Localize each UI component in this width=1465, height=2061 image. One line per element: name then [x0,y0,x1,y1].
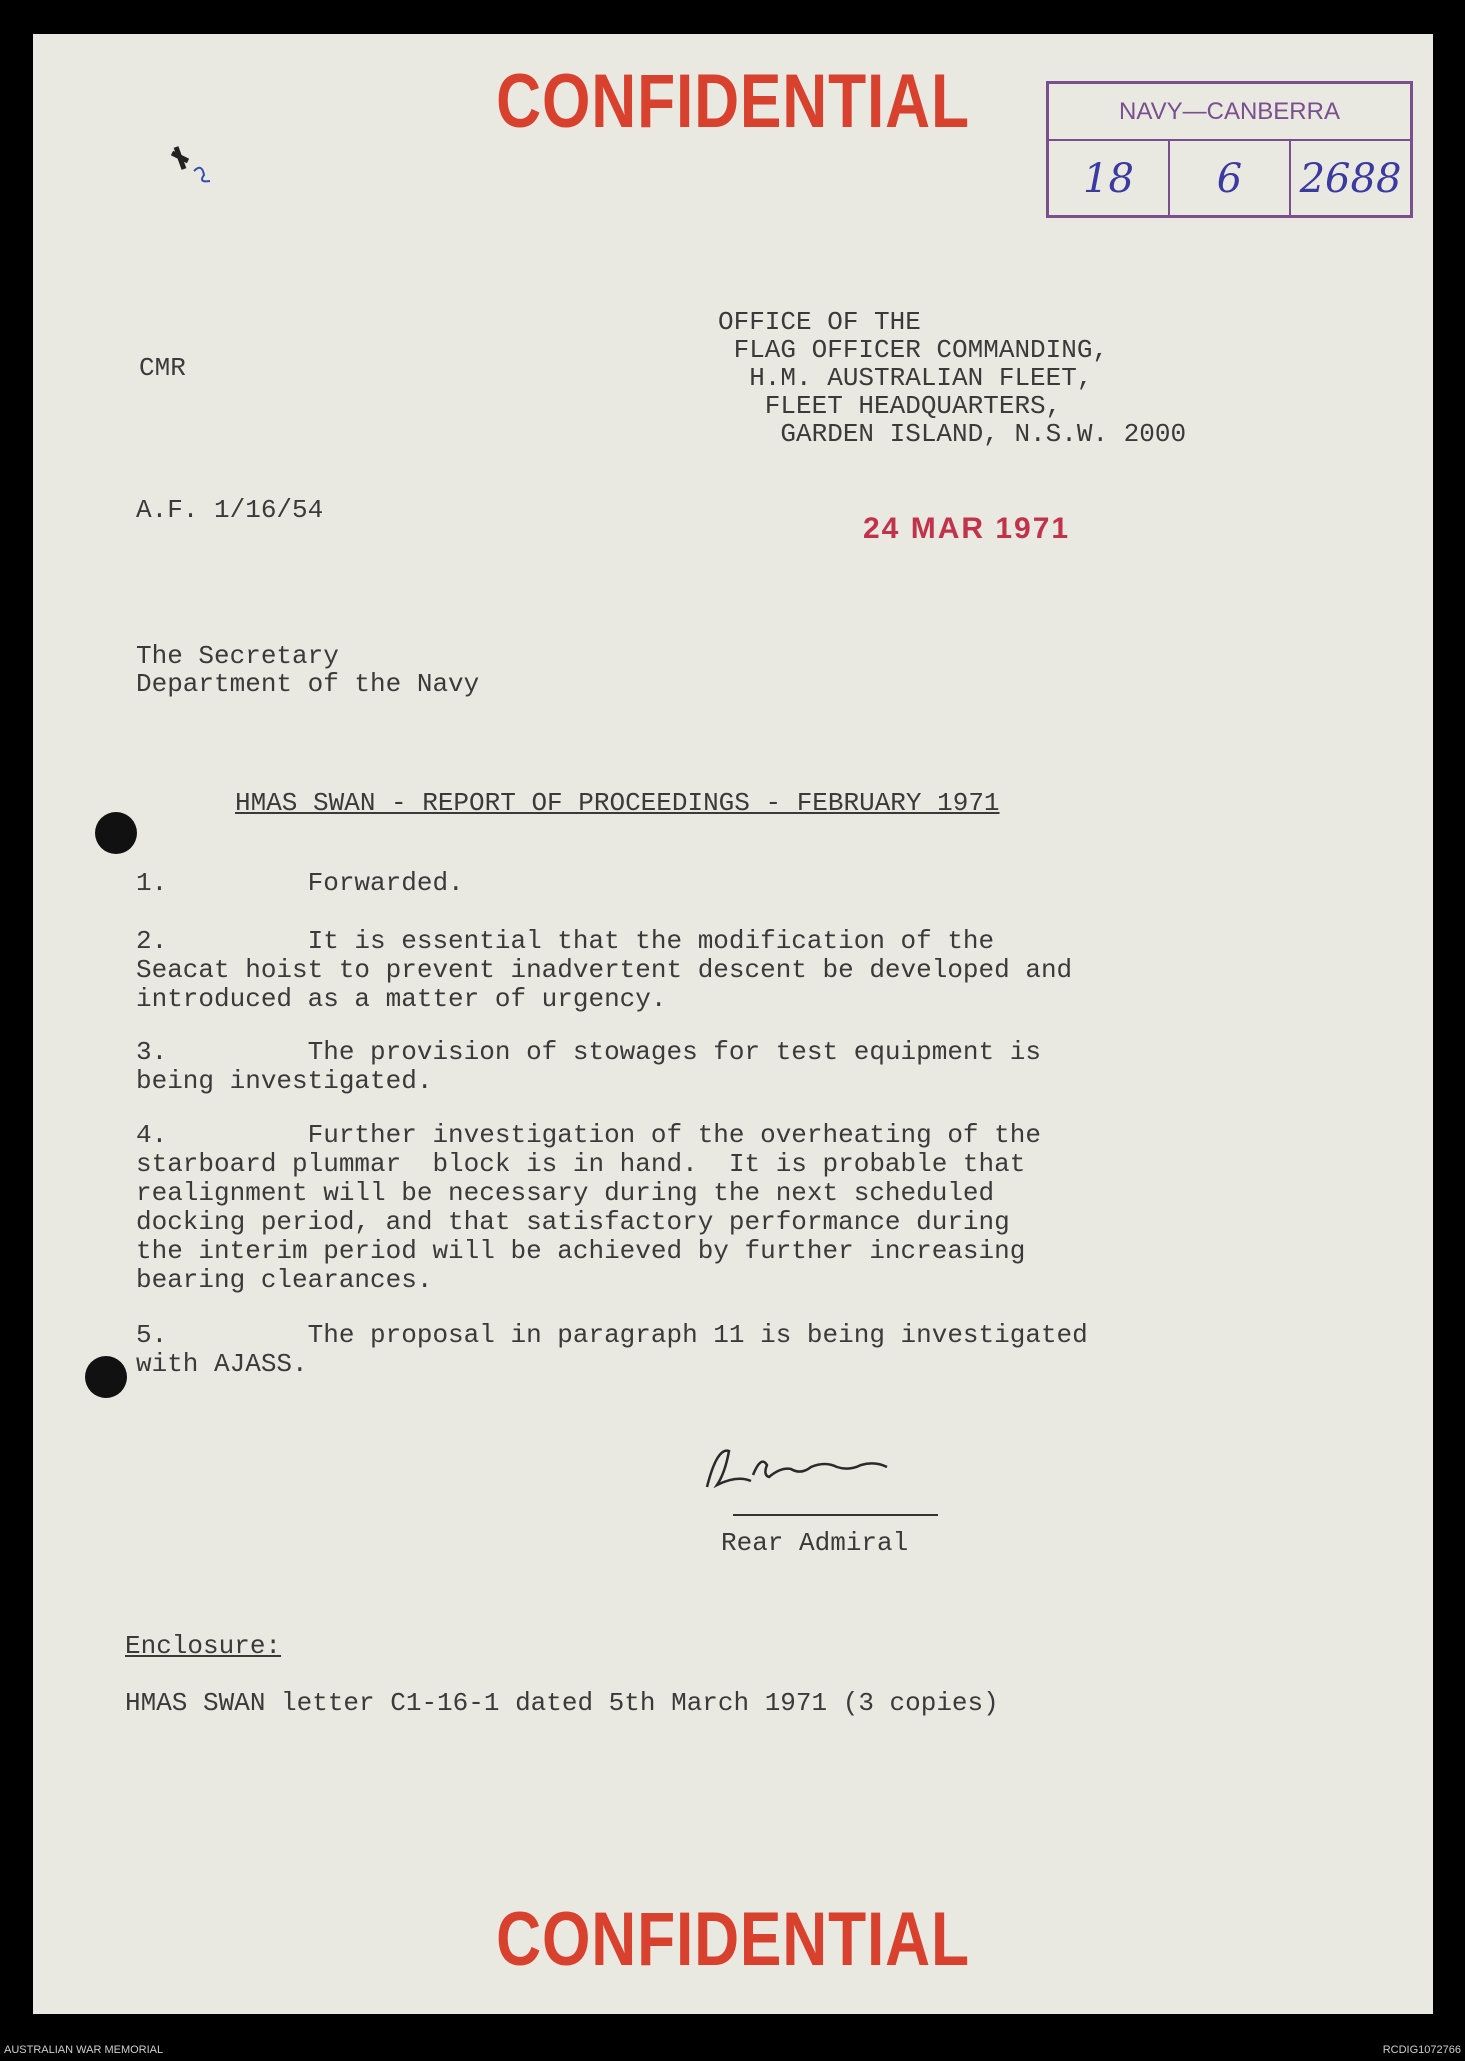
registry-stamp-number: 2688 [1299,156,1402,202]
paragraph-line: the interim period will be achieved by further increasing [136,1236,1026,1266]
reference-initials: CMR [139,353,186,383]
address-line: H.M. AUSTRALIAN FLEET, [718,363,1093,393]
enclosure-text: HMAS SWAN letter C1-16-1 dated 5th March 1971 (3 copies) [125,1688,999,1718]
recipient-line: The Secretary [136,641,339,671]
signatory-title: Rear Admiral [721,1528,909,1558]
registry-stamp [1046,81,1413,218]
classification-top: CONFIDENTIAL [496,59,970,144]
paragraph-line: Seacat hoist to prevent inadvertent descent be developed and [136,955,1073,985]
address-line: FLEET HEADQUARTERS, [718,391,1062,421]
paragraph-line: starboard plummar block is in hand. It is probable that [136,1149,1026,1179]
archive-id: RCDIG1072766 [1382,2044,1461,2056]
subject-line: HMAS SWAN - REPORT OF PROCEEDINGS - FEBRUARY 1971 [235,788,1000,818]
paragraph-line: 3. The provision of stowages for test equipment is [136,1037,1041,1067]
registry-stamp-title: NAVY—CANBERRA [1049,84,1410,141]
registry-stamp-day: 18 [1049,141,1170,217]
date-stamp: 24 MAR 1971 [863,512,1071,545]
paragraph-line: realignment will be necessary during the next scheduled [136,1178,995,1208]
paragraph-line: 4. Further investigation of the overheating of the [136,1120,1041,1150]
punch-hole [95,812,137,854]
recipient-line: Department of the Navy [136,669,480,699]
paragraph-line: docking period, and that satisfactory performance during [136,1207,1010,1237]
address-line: OFFICE OF THE [718,307,921,337]
classification-bottom: CONFIDENTIAL [496,1897,970,1982]
paragraph-line: 1. Forwarded. [136,868,464,898]
paragraph-line: being investigated. [136,1066,433,1096]
signature-icon [693,1429,963,1509]
document-page [33,34,1433,2014]
paragraph-line: with AJASS. [136,1349,308,1379]
punch-hole [85,1356,127,1398]
address-line: FLAG OFFICER COMMANDING, [718,335,1109,365]
file-reference: A.F. 1/16/54 [136,495,324,525]
pencil-mark-icon [168,139,228,199]
signature-line [733,1514,938,1516]
paragraph-line: 5. The proposal in paragraph 11 is being investigated [136,1320,1088,1350]
archive-credit: AUSTRALIAN WAR MEMORIAL [4,2044,164,2056]
registry-stamp-month: 6 [1170,141,1291,217]
paragraph-line: bearing clearances. [136,1265,433,1295]
paragraph-line: 2. It is essential that the modification of the [136,926,995,956]
enclosure-label: Enclosure: [125,1631,282,1661]
address-line: GARDEN ISLAND, N.S.W. 2000 [718,419,1187,449]
paragraph-line: introduced as a matter of urgency. [136,984,667,1014]
